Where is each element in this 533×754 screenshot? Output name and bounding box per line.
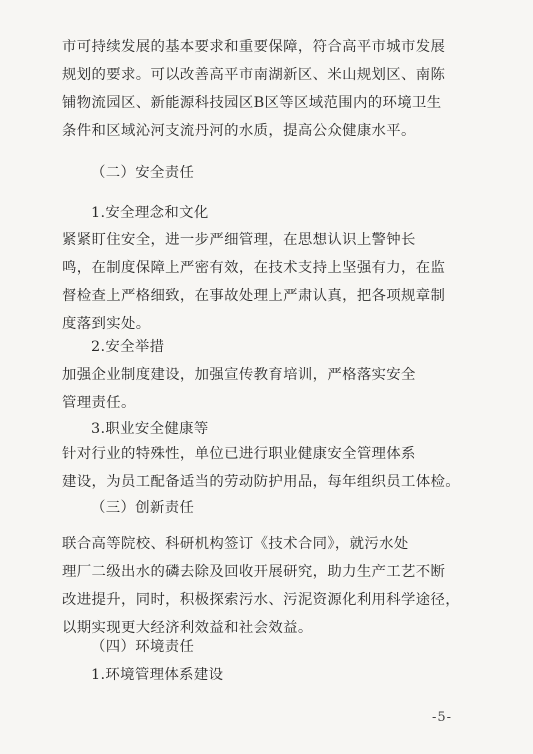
text-line: 建设，为员工配备适当的劳动防护用品，每年组织员工体检。	[62, 474, 460, 490]
text-line: 规划的要求。可以改善高平市南湖新区、米山规划区、南陈	[62, 67, 446, 83]
text-line: 市可持续发展的基本要求和重要保障，符合高平市城市发展	[62, 39, 446, 55]
para-safety-concept-text	[62, 226, 474, 338]
text-line: 1.安全理念和文化	[91, 205, 209, 221]
text-line: 改进提升，同时，积极探索污水、污泥资源化利用科学途径，	[62, 592, 460, 608]
para-safety-measures-text	[62, 361, 474, 417]
heading-occupational-health	[62, 415, 503, 443]
heading-environment-management	[62, 661, 503, 689]
text-line: 以期实现更大经济利效益和社会效益。	[62, 620, 313, 636]
text-line: 条件和区域沁河支流丹河的水质，提高公众健康水平。	[62, 123, 416, 139]
heading-safety-concept	[62, 199, 503, 227]
text-line: （三）创新责任	[91, 500, 195, 516]
text-line: 理厂二级出水的磷去除及回收开展研究，助力生产工艺不断	[62, 564, 446, 580]
text-line: 管理责任。	[62, 395, 136, 411]
para-occupational-health-text	[62, 440, 474, 496]
text-line: 3.职业安全健康等	[91, 421, 209, 437]
text-line: （二）安全责任	[91, 165, 195, 181]
heading-environment-responsibility	[62, 633, 503, 661]
text-line: 督检查上严格细致，在事故处理上严肃认真，把各项规章制	[62, 288, 446, 304]
text-line: 度落到实处。	[62, 316, 151, 332]
page-number: -5-	[432, 710, 453, 725]
text-line: 联合高等院校、科研机构签订《技术合同》，就污水处	[62, 536, 409, 552]
heading-innovation-responsibility	[62, 494, 503, 522]
heading-safety-measures	[62, 333, 503, 361]
para-innovation-text	[62, 530, 474, 642]
heading-safety-responsibility	[62, 159, 503, 187]
para-goal-text	[62, 33, 474, 145]
text-line: 2.安全举措	[91, 339, 165, 355]
text-line: （四）环境责任	[91, 639, 195, 655]
text-line: 铺物流园区、新能源科技园区B区等区域范围内的环境卫生	[62, 95, 442, 111]
text-line: 紧紧盯住安全，进一步严细管理，在思想认识上警钟长	[62, 232, 416, 248]
text-line: 针对行业的特殊性，单位已进行职业健康安全管理体系	[62, 446, 416, 462]
text-line: 加强企业制度建设，加强宣传教育培训，严格落实安全	[62, 367, 416, 383]
text-line: 鸣，在制度保障上严密有效，在技术支持上坚强有力，在监	[62, 260, 446, 276]
text-line: 1.环境管理体系建设	[91, 667, 224, 683]
